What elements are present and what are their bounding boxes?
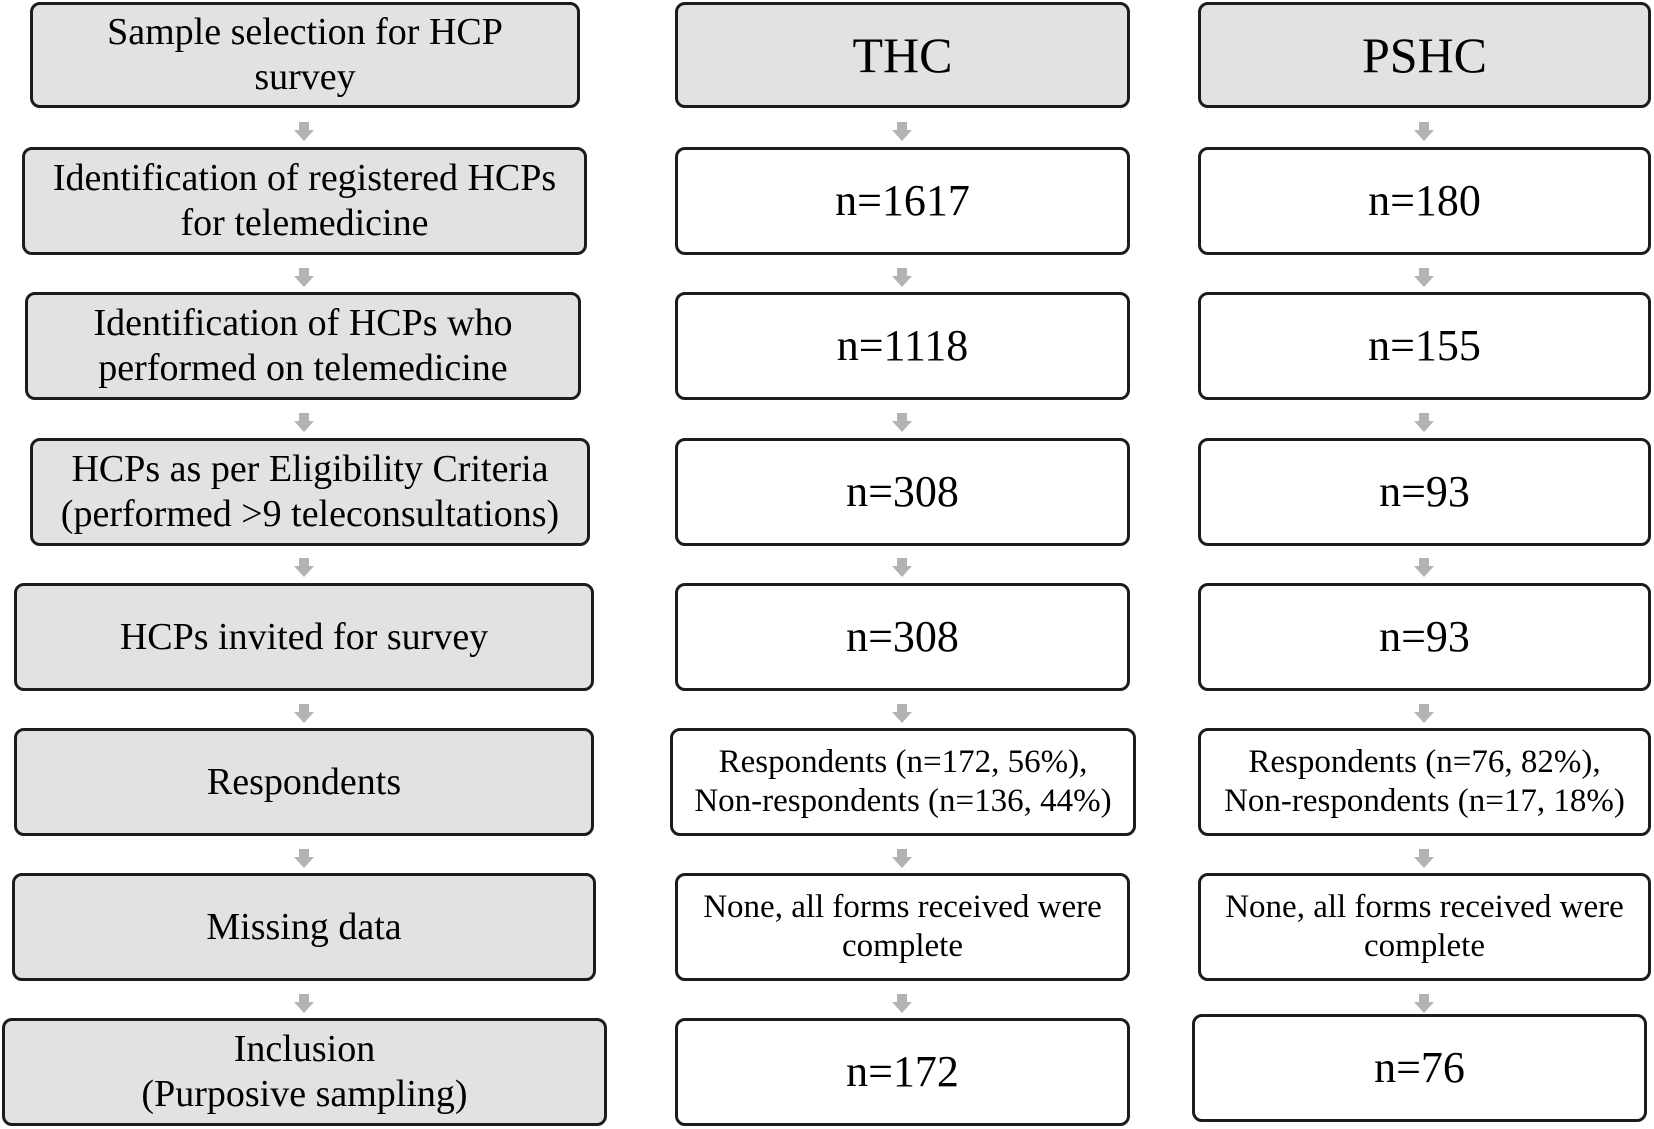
pshc-inclusion: n=76 [1192, 1014, 1647, 1122]
pshc-invited-for-survey: n=93 [1198, 583, 1651, 691]
down-arrow-icon [1414, 558, 1434, 578]
thc-registered-hcps: n=1617 [675, 147, 1130, 255]
thc-performed-hcps: n=1118 [675, 292, 1130, 400]
down-arrow-icon [294, 122, 314, 142]
thc-inclusion: n=172 [675, 1018, 1130, 1126]
thc-invited-for-survey: n=308 [675, 583, 1130, 691]
down-arrow-icon [294, 994, 314, 1014]
pshc-performed-hcps: n=155 [1198, 292, 1651, 400]
down-arrow-icon [892, 994, 912, 1014]
thc-respondents: Respondents (n=172, 56%), Non-respondents (n=136, 44%) [670, 728, 1136, 836]
down-arrow-icon [892, 122, 912, 142]
down-arrow-icon [1414, 849, 1434, 869]
down-arrow-icon [1414, 122, 1434, 142]
pshc-registered-hcps: n=180 [1198, 147, 1651, 255]
down-arrow-icon [892, 413, 912, 433]
label-registered-hcps: Identification of registered HCPs for telemedicine [22, 147, 587, 255]
down-arrow-icon [1414, 413, 1434, 433]
down-arrow-icon [1414, 994, 1434, 1014]
header-pshc: PSHC [1198, 2, 1651, 108]
down-arrow-icon [1414, 704, 1434, 724]
thc-missing-data: None, all forms received were complete [675, 873, 1130, 981]
pshc-missing-data: None, all forms received were complete [1198, 873, 1651, 981]
label-missing-data: Missing data [12, 873, 596, 981]
label-performed-hcps: Identification of HCPs who performed on telemedicine [25, 292, 581, 400]
thc-eligibility-criteria: n=308 [675, 438, 1130, 546]
down-arrow-icon [294, 704, 314, 724]
down-arrow-icon [294, 558, 314, 578]
down-arrow-icon [294, 268, 314, 288]
down-arrow-icon [892, 558, 912, 578]
label-respondents: Respondents [14, 728, 594, 836]
header-sample-selection: Sample selection for HCP survey [30, 2, 580, 108]
label-eligibility-criteria: HCPs as per Eligibility Criteria (performed >9 teleconsultations) [30, 438, 590, 546]
down-arrow-icon [892, 704, 912, 724]
pshc-respondents: Respondents (n=76, 82%), Non-respondents (n=17, 18%) [1198, 728, 1651, 836]
pshc-eligibility-criteria: n=93 [1198, 438, 1651, 546]
label-invited-for-survey: HCPs invited for survey [14, 583, 594, 691]
down-arrow-icon [892, 849, 912, 869]
down-arrow-icon [1414, 268, 1434, 288]
down-arrow-icon [294, 413, 314, 433]
label-inclusion: Inclusion (Purposive sampling) [2, 1018, 607, 1126]
header-thc: THC [675, 2, 1130, 108]
down-arrow-icon [294, 849, 314, 869]
down-arrow-icon [892, 268, 912, 288]
